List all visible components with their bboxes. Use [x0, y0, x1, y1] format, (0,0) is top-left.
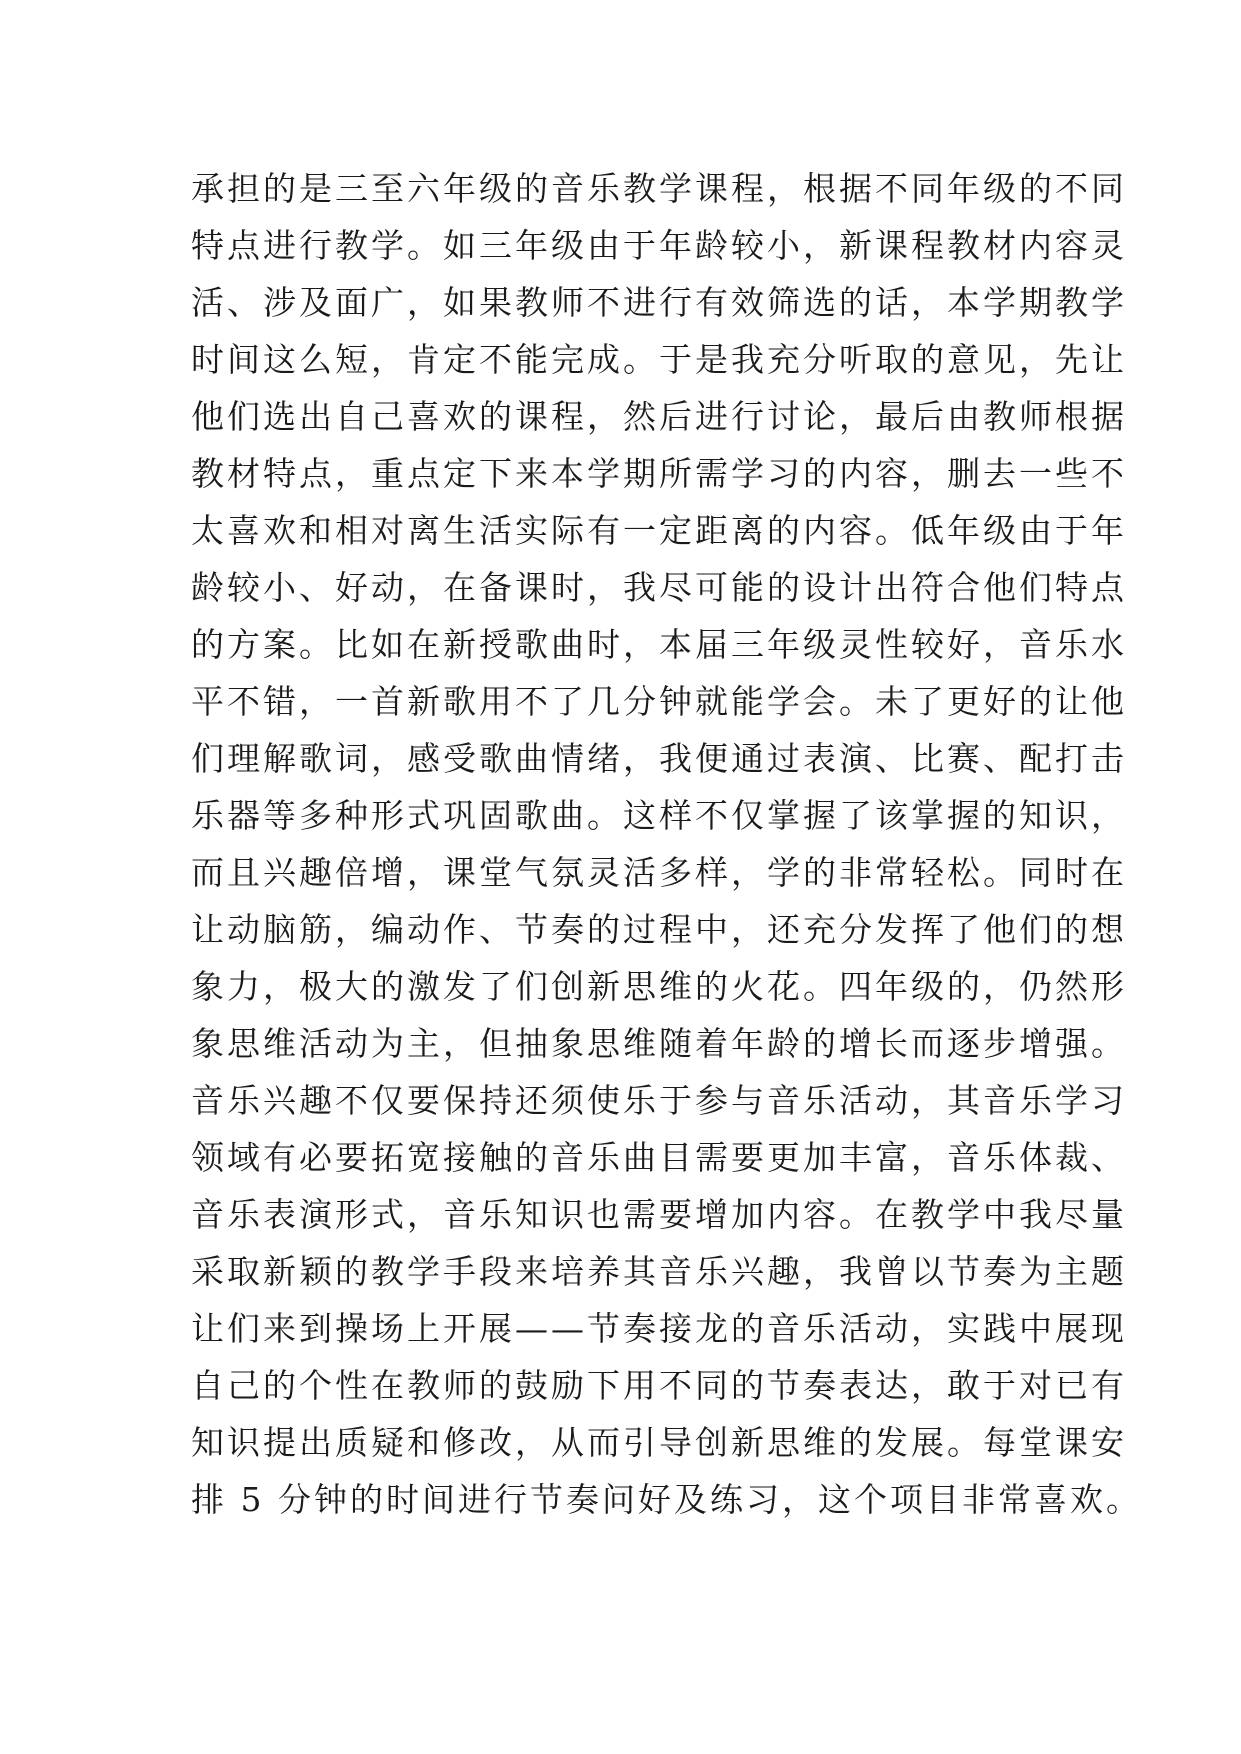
text-line: 而且兴趣倍增，课堂气氛灵活多样，学的非常轻松。同时在 — [191, 853, 1127, 892]
text-line: 龄较小、好动，在备课时，我尽可能的设计出符合他们特点 — [191, 568, 1127, 607]
text-line: 平不错，一首新歌用不了几分钟就能学会。未了更好的让他 — [191, 682, 1127, 721]
text-line: 让动脑筋，编动作、节奏的过程中，还充分发挥了他们的想 — [191, 910, 1127, 949]
text-line: 象力，极大的激发了们创新思维的火花。四年级的，仍然形 — [191, 967, 1127, 1006]
text-line: 音乐表演形式，音乐知识也需要增加内容。在教学中我尽量 — [191, 1195, 1127, 1234]
text-line: 特点进行教学。如三年级由于年龄较小，新课程教材内容灵 — [191, 226, 1127, 265]
text-line: 知识提出质疑和修改，从而引导创新思维的发展。每堂课安 — [191, 1423, 1127, 1462]
text-line: 排 5 分钟的时间进行节奏问好及练习，这个项目非常喜欢。 — [191, 1480, 1142, 1519]
text-line: 太喜欢和相对离生活实际有一定距离的内容。低年级由于年 — [191, 511, 1127, 550]
text-line: 时间这么短，肯定不能完成。于是我充分听取的意见，先让 — [191, 340, 1127, 379]
text-line: 的方案。比如在新授歌曲时，本届三年级灵性较好，音乐水 — [191, 625, 1127, 664]
text-line: 让们来到操场上开展——节奏接龙的音乐活动，实践中展现 — [191, 1309, 1127, 1348]
text-line: 活、涉及面广，如果教师不进行有效筛选的话，本学期教学 — [191, 283, 1127, 322]
text-line: 教材特点，重点定下来本学期所需学习的内容，删去一些不 — [191, 454, 1127, 493]
body-text — [191, 160, 1142, 1528]
text-line: 采取新颖的教学手段来培养其音乐兴趣，我曾以节奏为主题 — [191, 1252, 1127, 1291]
text-line: 自己的个性在教师的鼓励下用不同的节奏表达，敢于对已有 — [191, 1366, 1127, 1405]
text-line: 音乐兴趣不仅要保持还须使乐于参与音乐活动，其音乐学习 — [191, 1081, 1127, 1120]
text-line: 领域有必要拓宽接触的音乐曲目需要更加丰富，音乐体裁、 — [191, 1138, 1127, 1177]
text-line: 承担的是三至六年级的音乐教学课程，根据不同年级的不同 — [191, 169, 1127, 208]
text-line: 他们选出自己喜欢的课程，然后进行讨论，最后由教师根据 — [191, 397, 1127, 436]
text-line: 乐器等多种形式巩固歌曲。这样不仅掌握了该掌握的知识， — [191, 796, 1127, 835]
text-line: 们理解歌词，感受歌曲情绪，我便通过表演、比赛、配打击 — [191, 739, 1127, 778]
text-line: 象思维活动为主，但抽象思维随着年龄的增长而逐步增强。 — [191, 1024, 1127, 1063]
